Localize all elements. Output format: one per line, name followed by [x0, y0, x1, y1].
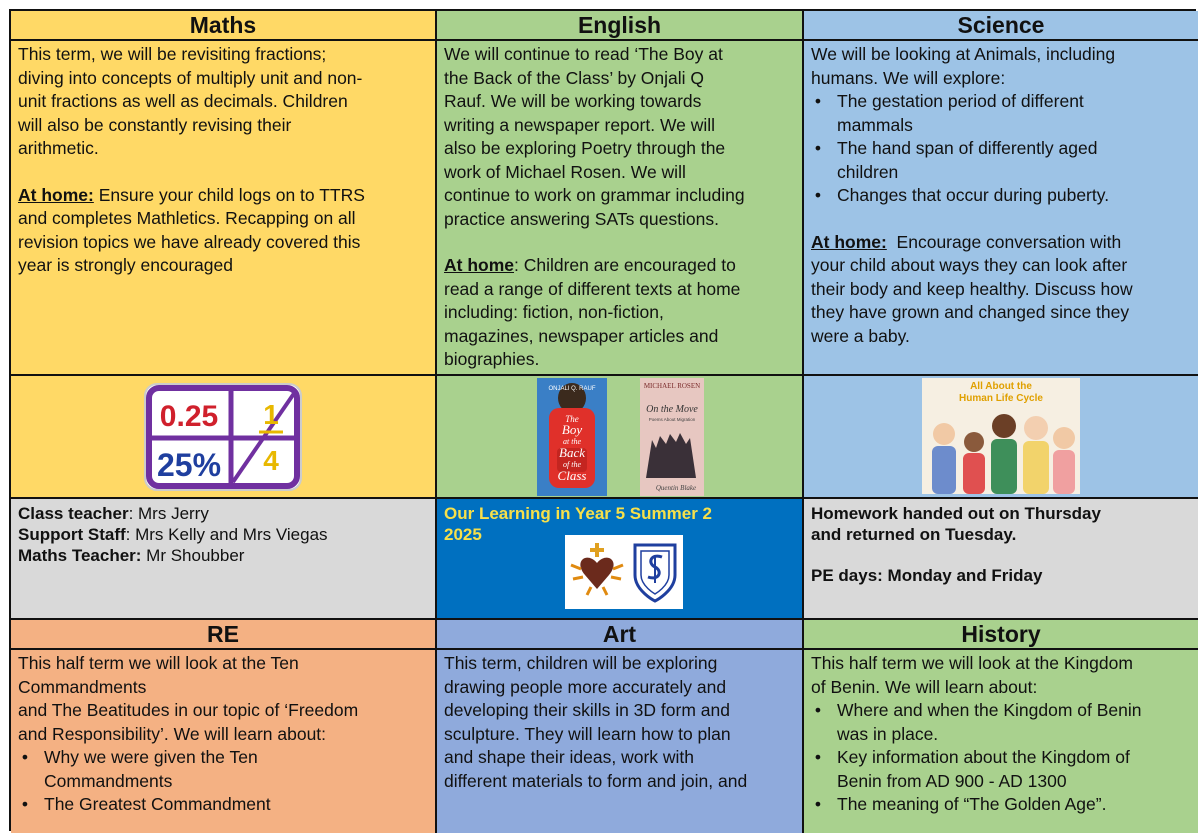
science-image-cell: [804, 376, 1198, 499]
text-line: and The Beatitudes in our topic of ‘Freedom: [18, 700, 359, 720]
text-line: year is strongly encouraged: [18, 255, 233, 275]
list-item: • Changes that occur during puberty.: [837, 184, 1192, 208]
text-line: Rauf. We will be working towards: [444, 91, 702, 111]
svg-text:Poems About Migration: Poems About Migration: [648, 417, 696, 422]
science-list: [811, 90, 1192, 208]
text-line: This half term we will look at the Ten: [18, 653, 299, 673]
text-line: different materials to form and join, and: [444, 770, 748, 791]
curriculum-grid: [9, 9, 1196, 831]
year-title: 2025: [444, 525, 482, 544]
text-line: Support Staff: Mrs Kelly and Mrs Viegas: [18, 525, 328, 544]
text-line: unit fractions as well as decimals. Children: [18, 91, 348, 111]
pe-days: PE days: Monday and Friday: [811, 566, 1043, 585]
list-item: • Why we were given the Ten Commandments: [44, 746, 429, 793]
text-line: This term, children will be exploring: [444, 653, 718, 673]
text-line: diving into concepts of multiply unit and non-: [18, 67, 363, 88]
text-line: This half term we will look at the Kingdom: [811, 653, 1133, 673]
text-line: of Benin. We will learn about:: [811, 676, 1038, 697]
art-heading: Art: [437, 620, 804, 650]
text-line: At home: Children are encouraged to: [444, 255, 736, 275]
list-item: • The Greatest Commandment: [44, 793, 429, 817]
re-list: [18, 746, 429, 817]
list-item: • Where and when the Kingdom of Benin was in place.: [837, 699, 1192, 746]
svg-text:Class: Class: [557, 468, 587, 483]
text-line: and shape their ideas, work with: [444, 747, 694, 767]
svg-text:of the: of the: [563, 460, 581, 469]
text-line: will also be constantly revising their: [18, 114, 292, 135]
text-line: were a baby.: [811, 325, 910, 346]
text-line: also be exploring Poetry through the: [444, 138, 726, 158]
history-list: [811, 699, 1192, 817]
text-line: arithmetic.: [18, 138, 99, 158]
text-line: their body and keep healthy. Discuss how: [811, 278, 1133, 299]
staff-info: [11, 499, 437, 620]
text-line: Commandments: [18, 676, 147, 697]
year-title: Our Learning in Year 5 Summer 2: [444, 504, 713, 523]
svg-text:Human Life Cycle: Human Life Cycle: [959, 393, 1043, 404]
text-line: This term, we will be revisiting fractions;: [18, 44, 327, 64]
svg-text:Boy: Boy: [561, 422, 583, 437]
text-line: the Back of the Class’ by Onjali Q: [444, 67, 705, 88]
maths-image-cell: [11, 376, 437, 499]
english-heading: English: [437, 11, 804, 41]
text-line: humans. We will explore:: [811, 67, 1006, 88]
science-heading: Science: [804, 11, 1198, 41]
homework-info: [804, 499, 1198, 620]
text-line: including: fiction, non-fiction,: [444, 302, 664, 322]
text-line: magazines, newspaper articles and: [444, 325, 719, 346]
maths-body: [11, 41, 437, 376]
list-item: • Key information about the Kingdom of Benin from AD 900 - AD 1300: [837, 746, 1192, 793]
svg-text:at the: at the: [563, 437, 581, 446]
list-item: • The meaning of “The Golden Age”.: [837, 793, 1192, 817]
list-item: • The gestation period of different mammals: [837, 90, 1192, 137]
fractions-image: [143, 382, 303, 492]
school-logos: [565, 535, 683, 609]
numerator-label: 1: [263, 398, 279, 430]
text-line: continue to work on grammar including: [444, 185, 745, 205]
text-line: Maths Teacher: Mr Shoubber: [18, 546, 245, 565]
text-line: At home: Ensure your child logs on to TTRS: [18, 184, 365, 205]
history-body: [804, 650, 1198, 833]
book-cover-boy-at-back: [537, 378, 607, 496]
art-body: [437, 650, 804, 833]
denominator-label: 4: [263, 444, 279, 476]
re-body: [11, 650, 437, 833]
human-life-cycle-image: [922, 378, 1080, 494]
english-body: [437, 41, 804, 376]
percent-label: 25%: [156, 446, 222, 483]
text-line: biographies.: [444, 349, 540, 369]
svg-text:Back: Back: [559, 445, 585, 460]
english-image-cell: [437, 376, 804, 499]
text-line: read a range of different texts at home: [444, 278, 741, 299]
at-home-label: At home:: [811, 231, 887, 252]
science-body: [804, 41, 1198, 376]
history-heading: History: [804, 620, 1198, 650]
svg-text:MICHAEL ROSEN: MICHAEL ROSEN: [643, 382, 701, 390]
homework-text: Homework handed out on Thursday: [811, 504, 1101, 523]
text-line: your child about ways they can look after: [811, 255, 1128, 275]
text-line: We will be looking at Animals, including: [811, 44, 1116, 64]
year-title-cell: [437, 499, 804, 620]
svg-text:Quentin Blake: Quentin Blake: [655, 484, 697, 492]
svg-text:The: The: [565, 414, 579, 424]
text-line: revision topics we have already covered this: [18, 231, 361, 252]
text-line: developing their skills in 3D form and: [444, 700, 730, 720]
text-line: sculpture. They will learn how to plan: [444, 723, 731, 744]
text-line: practice answering SATs questions.: [444, 208, 719, 229]
svg-text:All About the: All About the: [970, 381, 1032, 392]
text-line: and Responsibility’. We will learn about:: [18, 723, 327, 744]
homework-text: and returned on Tuesday.: [811, 525, 1017, 544]
text-line: At home: Encourage conversation with: [811, 231, 1122, 252]
text-line: We will continue to read ‘The Boy at: [444, 44, 723, 64]
at-home-label: At home:: [18, 184, 94, 205]
text-line: drawing people more accurately and: [444, 676, 727, 697]
svg-text:ONJALI Q. RAUF: ONJALI Q. RAUF: [548, 386, 596, 392]
maths-heading: Maths: [11, 11, 437, 41]
text-line: work of Michael Rosen. We will: [444, 161, 686, 182]
decimal-label: 0.25: [159, 399, 219, 433]
text-line: they have grown and changed since they: [811, 302, 1130, 322]
svg-text:On the Move: On the Move: [646, 404, 698, 415]
book-cover-on-the-move: [640, 378, 704, 496]
text-line: Class teacher: Mrs Jerry: [18, 504, 209, 523]
re-heading: RE: [11, 620, 437, 650]
at-home-label: At home: [444, 255, 514, 275]
text-line: writing a newspaper report. We will: [444, 114, 716, 135]
text-line: and completes Mathletics. Recapping on all: [18, 208, 356, 228]
list-item: • The hand span of differently aged children: [837, 137, 1192, 184]
